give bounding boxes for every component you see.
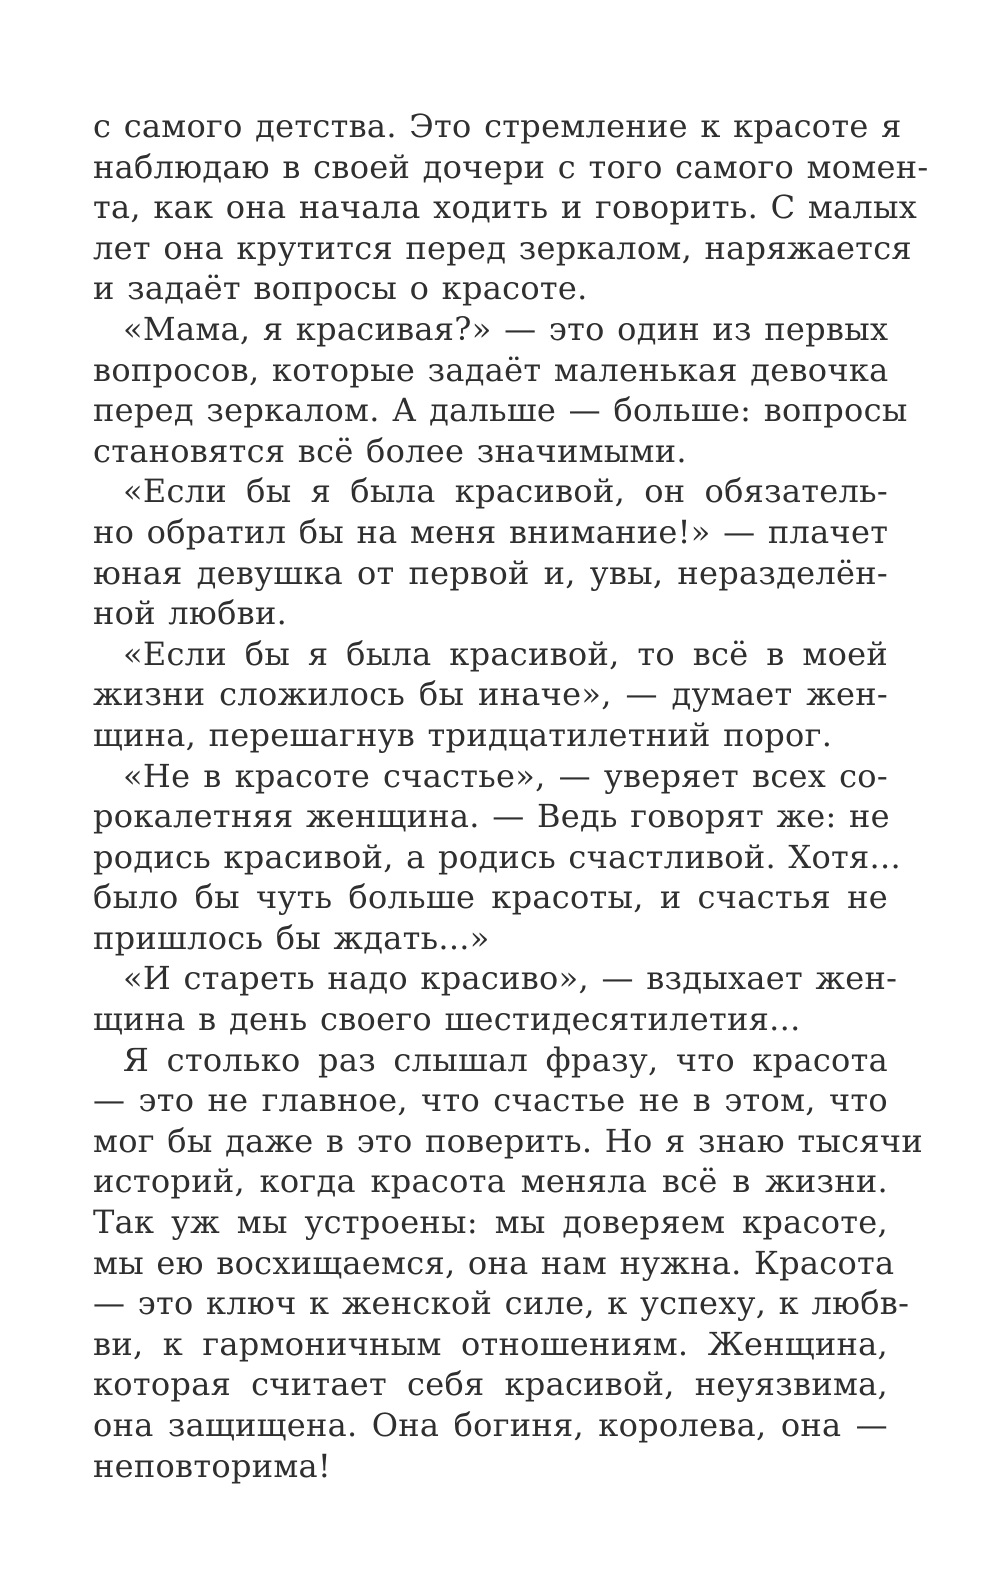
text-line: историй, когда красота меняла всё в жизни. bbox=[93, 1162, 888, 1201]
text-line: та, как она начала ходить и говорить. С малых bbox=[93, 188, 918, 227]
text-line: мы ею восхищаемся, она нам нужна. Красота bbox=[93, 1243, 895, 1282]
text-line: юная девушка от первой и, увы, неразделён- bbox=[93, 553, 888, 592]
text-line: ной любви. bbox=[93, 594, 288, 633]
text-line: щина в день своего шестидесятилетия... bbox=[93, 1000, 801, 1039]
text-line: щина, перешагнув тридцатилетний порог. bbox=[93, 715, 833, 754]
book-page-text bbox=[93, 106, 929, 1486]
text-line: «Не в красоте счастье», — уверяет всех со- bbox=[123, 756, 888, 795]
text-line: неповторима! bbox=[93, 1446, 332, 1485]
text-line: перед зеркалом. А дальше — больше: вопросы bbox=[93, 391, 908, 430]
text-line: лет она крутится перед зеркалом, наряжается bbox=[93, 228, 912, 267]
text-line: с самого детства. Это стремление к красоте я bbox=[93, 107, 902, 145]
text-line: мог бы даже в это поверить. Но я знаю тысячи bbox=[93, 1121, 923, 1160]
text-line: — это не главное, что счастье не в этом, что bbox=[93, 1081, 888, 1120]
text-line: пришлось бы ждать...» bbox=[93, 918, 490, 957]
text-line: Я столько раз слышал фразу, что красота bbox=[123, 1040, 888, 1079]
text-line: но обратил бы на меня внимание!» — плачет bbox=[93, 512, 889, 551]
text-line: было бы чуть больше красоты, и счастья не bbox=[93, 878, 888, 917]
text-line: рокалетняя женщина. — Ведь говорят же: не bbox=[93, 797, 890, 836]
text-line: родись красивой, а родись счастливой. Хотя... bbox=[93, 837, 901, 876]
text-line: «Мама, я красивая?» — это один из первых bbox=[123, 309, 889, 348]
text-line: которая считает себя красивой, неуязвима, bbox=[93, 1365, 888, 1404]
text-line: «И стареть надо красиво», — вздыхает жен- bbox=[123, 959, 898, 998]
text-line: и задаёт вопросы о красоте. bbox=[93, 269, 588, 308]
text-line: — это ключ к женской силе, к успеху, к любв- bbox=[93, 1284, 910, 1323]
text-line: «Если бы я была красивой, он обязатель- bbox=[123, 472, 888, 511]
text-line: «Если бы я была красивой, то всё в моей bbox=[123, 634, 888, 673]
text-line: Так уж мы устроены: мы доверяем красоте, bbox=[93, 1203, 888, 1242]
text-line: становятся всё более значимыми. bbox=[93, 431, 687, 470]
text-line: вопросов, которые задаёт маленькая девочка bbox=[93, 350, 889, 389]
text-line: жизни сложилось бы иначе», — думает жен- bbox=[93, 675, 888, 714]
text-line: ви, к гармоничным отношениям. Женщина, bbox=[93, 1324, 888, 1363]
text-line: она защищена. Она богиня, королева, она — bbox=[93, 1406, 888, 1444]
text-line: наблюдаю в своей дочери с того самого момен- bbox=[93, 147, 929, 186]
